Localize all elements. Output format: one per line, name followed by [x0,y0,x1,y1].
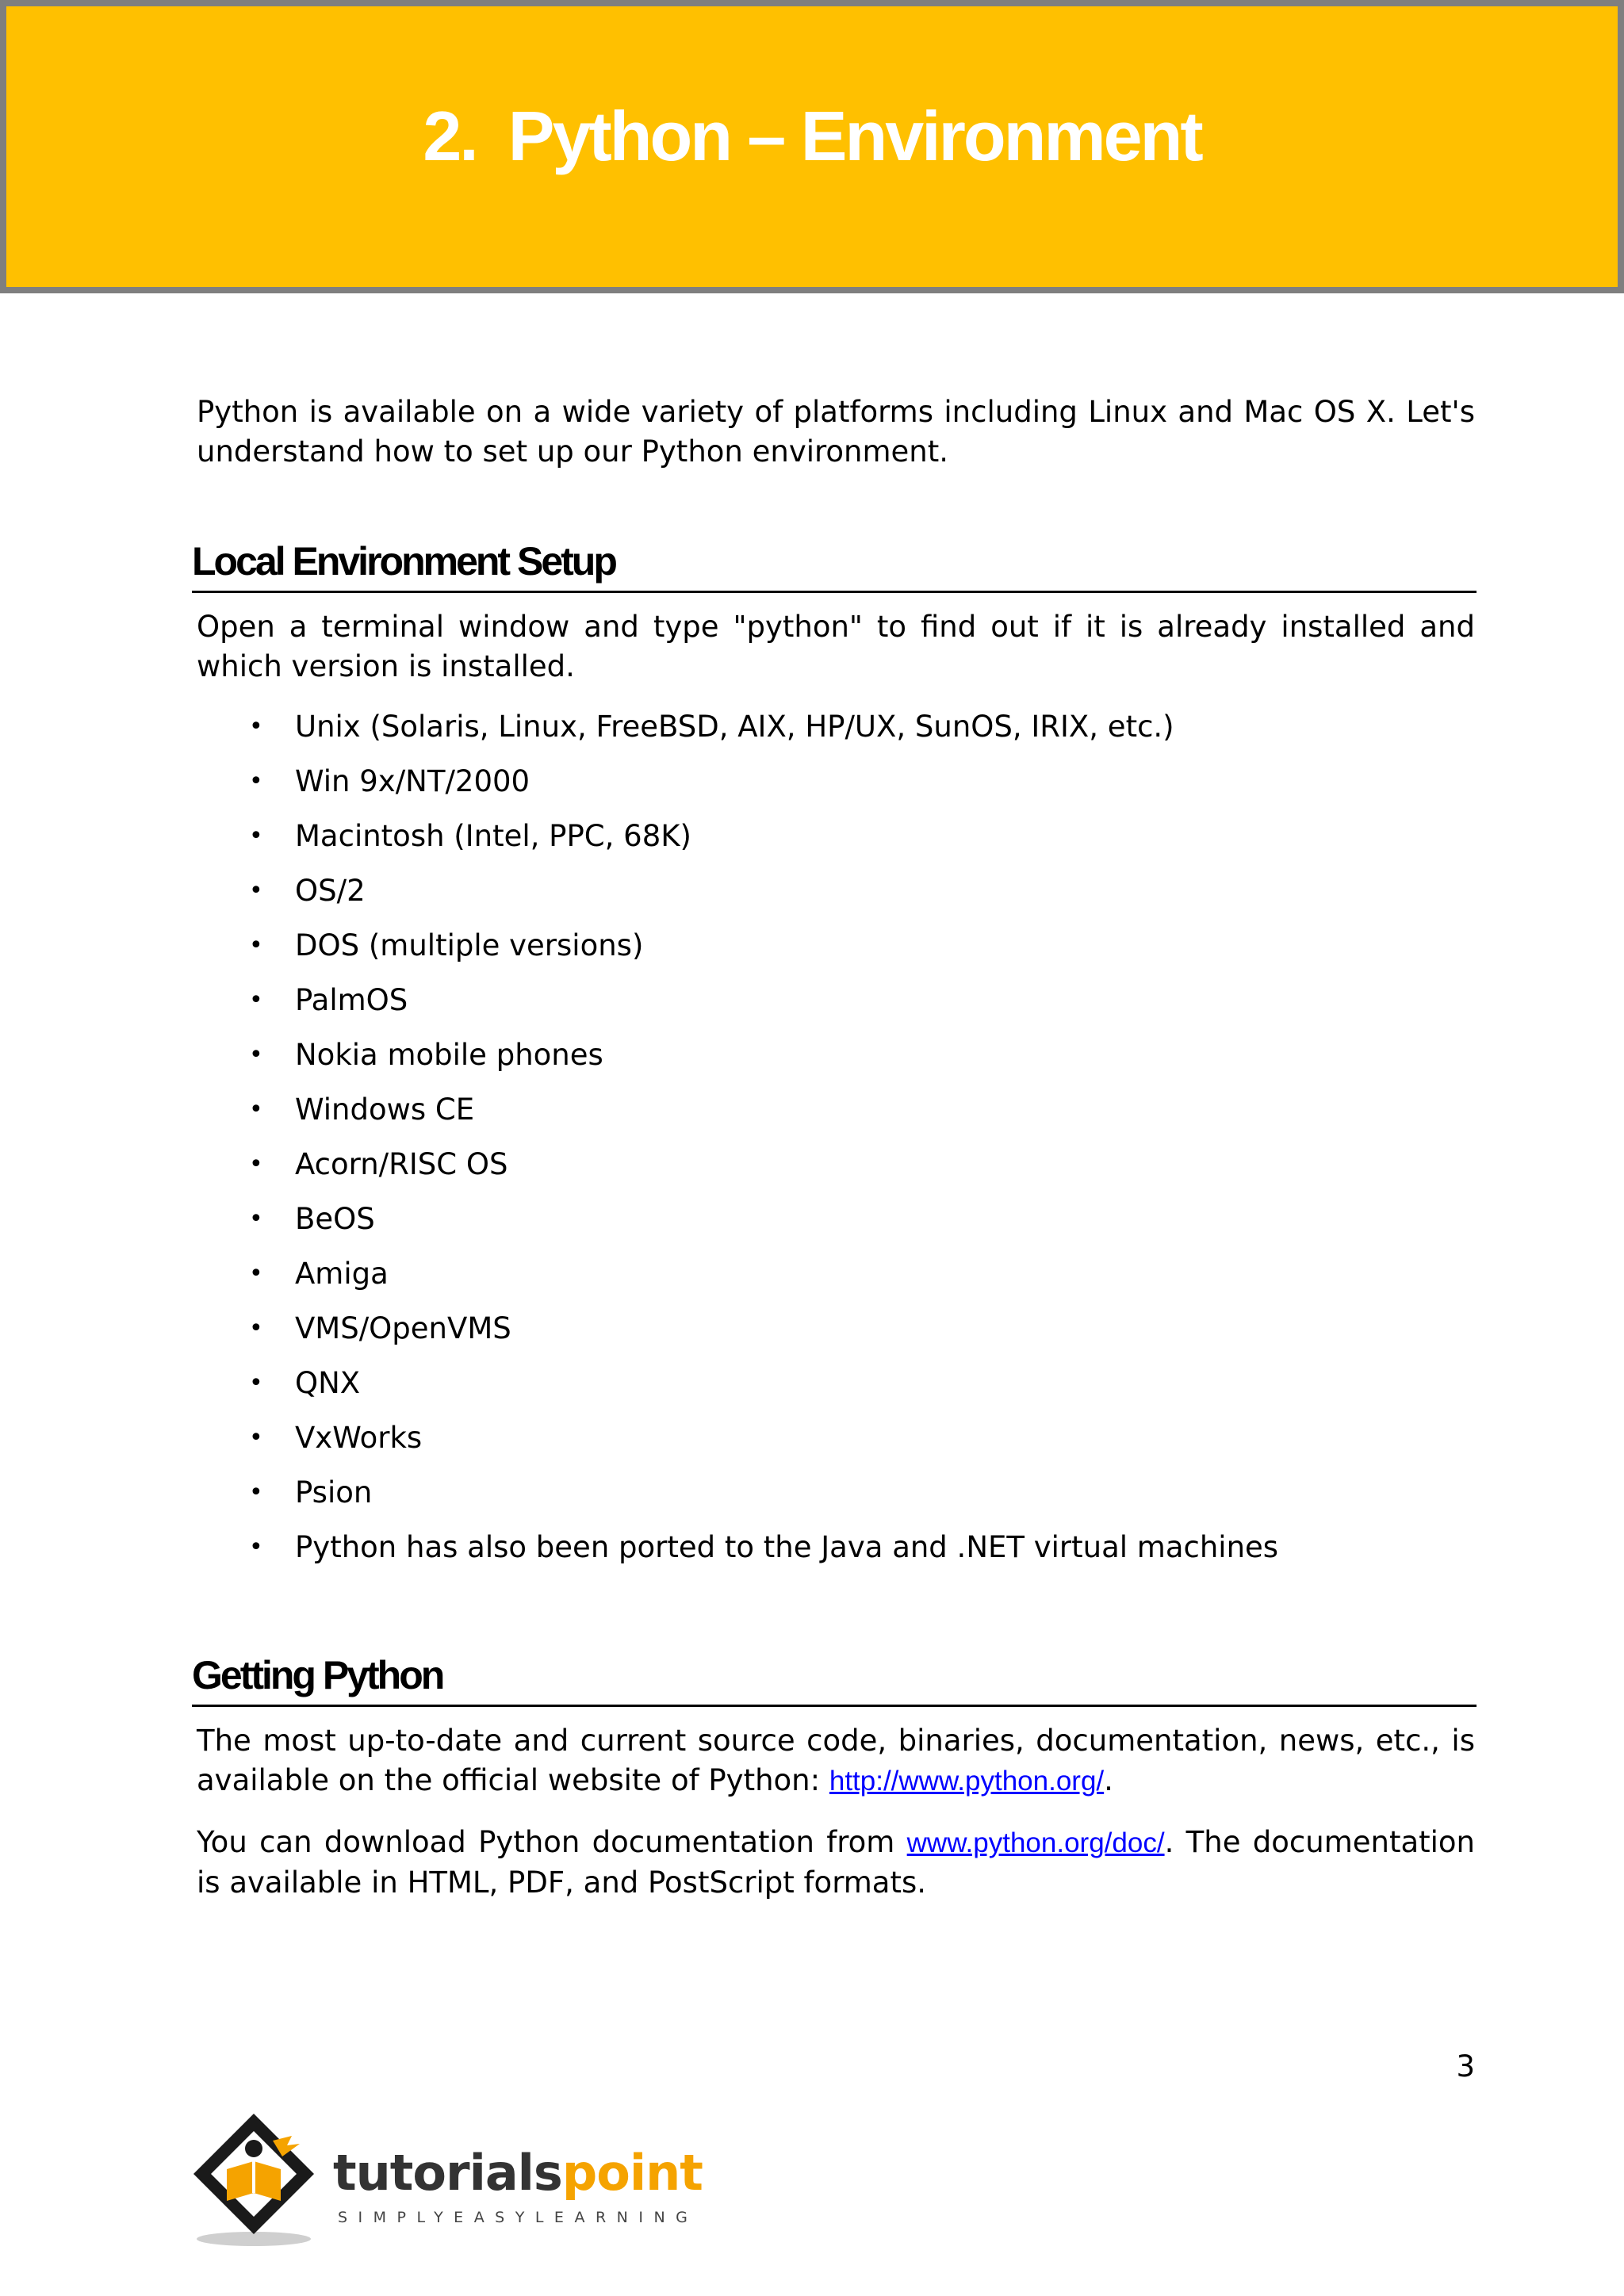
list-item: • PalmOS [197,981,1278,1035]
python-doc-link[interactable]: www.python.org/doc/ [906,1827,1165,1858]
list-item: • OS/2 [197,871,1278,926]
list-item: • Acorn/RISC OS [197,1145,1278,1200]
intro-block [197,392,1475,472]
chapter-number: 2. [423,97,477,175]
list-item: • Unix (Solaris, Linux, FreeBSD, AIX, HP/UX, SunOS, IRIX, etc.) [197,707,1278,762]
list-item: • Windows CE [197,1090,1278,1145]
bullet-icon: • [249,1260,263,1288]
list-item: • Python has also been ported to the Java and .NET virtual machines [197,1528,1278,1582]
bullet-icon: • [249,1533,263,1561]
chapter-banner [0,0,1624,293]
list-item: • VMS/OpenVMS [197,1309,1278,1364]
bullet-icon: • [249,1205,263,1233]
list-item: • BeOS [197,1200,1278,1254]
bullet-icon: • [249,822,263,850]
intro-paragraph: Python is available on a wide variety of platforms including Linux and Mac OS X. Let's understand how to set up our Python environment. [197,395,1475,469]
bullet-icon: • [249,1424,263,1452]
bullet-icon: • [249,1479,263,1506]
bullet-icon: • [249,1369,263,1397]
bullet-icon: • [249,713,263,740]
bullet-icon: • [249,1096,263,1123]
chapter-title-text: Python – Environment [508,97,1201,175]
list-item: • VxWorks [197,1418,1278,1473]
list-item: • Macintosh (Intel, PPC, 68K) [197,817,1278,871]
bullet-icon: • [249,986,263,1014]
list-item: • QNX [197,1364,1278,1418]
logo-diamond-icon [190,2109,333,2252]
list-item: • Amiga [197,1254,1278,1309]
local-setup-block [197,607,1475,687]
list-item: • Win 9x/NT/2000 [197,762,1278,817]
bullet-icon: • [249,767,263,795]
getting-python-heading: Getting Python [192,1655,1477,1707]
bullet-icon: • [249,1314,263,1342]
python-org-link[interactable]: http://www.python.org/ [829,1766,1105,1797]
logo-wordmark: tutorialspoint [333,2144,703,2202]
tutorialspoint-logo [190,2109,703,2252]
source-paragraph: The most up-to-date and current source code, binaries, documentation, news, etc., is available on the official website of Python: http://www.python.org/. [197,1724,1475,1797]
list-item: • DOS (multiple versions) [197,926,1278,981]
bullet-icon: • [249,932,263,959]
local-setup-heading: Local Environment Setup [192,541,1477,593]
local-setup-paragraph: Open a terminal window and type "python" to find out if it is already installed and which version is installed. [197,610,1475,683]
getting-python-block [197,1721,1475,1903]
list-item: • Psion [197,1473,1278,1528]
documentation-paragraph: You can download Python documentation from www.python.org/doc/. The documentation is available in HTML, PDF, and PostScript formats. [197,1825,1476,1900]
chapter-title [6,97,1618,175]
page-number: 3 [1456,2049,1475,2084]
list-item: • Nokia mobile phones [197,1035,1278,1090]
logo-tagline: SIMPLYEASYLEARNING [338,2209,699,2226]
platform-list [197,707,1278,1582]
bullet-icon: • [249,1150,263,1178]
bullet-icon: • [249,877,263,905]
bullet-icon: • [249,1041,263,1069]
